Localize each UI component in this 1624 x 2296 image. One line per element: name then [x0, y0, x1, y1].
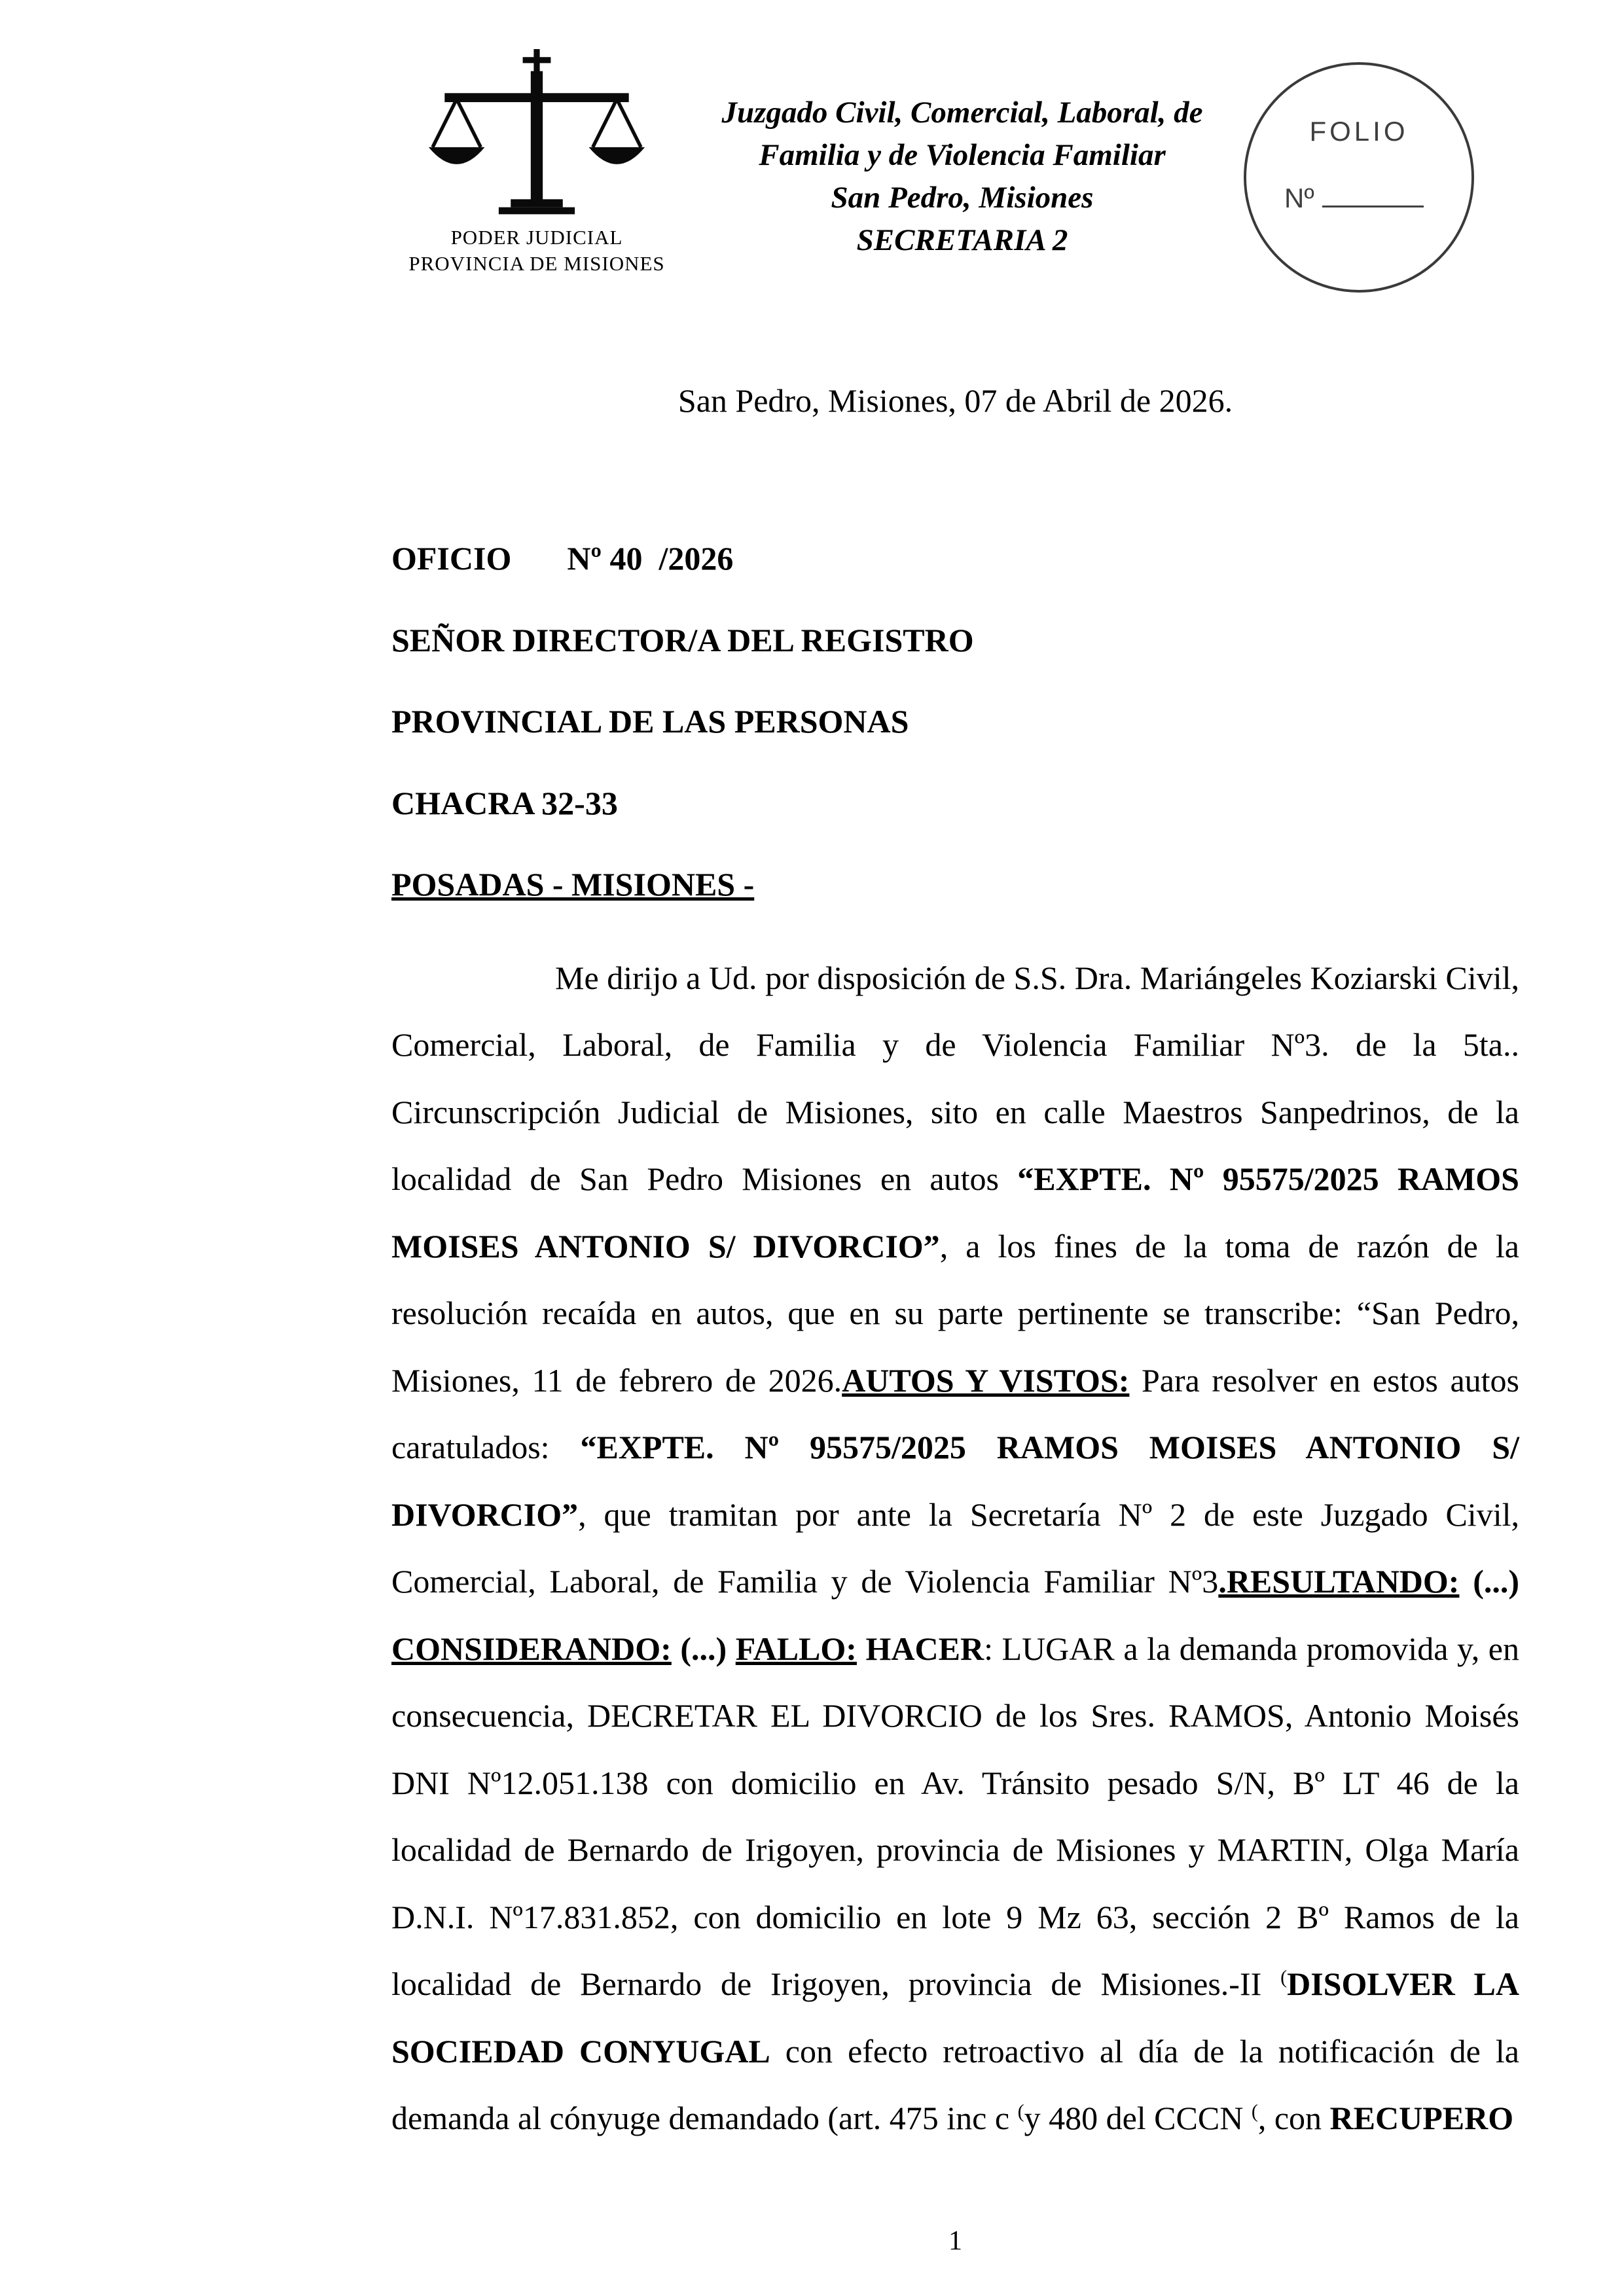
recipient-line-director: SEÑOR DIRECTOR/A DEL REGISTRO	[391, 621, 974, 658]
document-body	[391, 525, 1519, 2152]
court-title-line3: San Pedro, Misiones	[831, 180, 1094, 215]
folio-number-blank	[1322, 184, 1424, 207]
logo-caption-line2: PROVINCIA DE MISIONES	[408, 252, 665, 276]
recipient-line-registry: PROVINCIAL DE LAS PERSONAS	[391, 703, 909, 740]
oficio-label: OFICIO	[391, 540, 512, 577]
scales-of-justice-icon	[412, 49, 661, 219]
folio-number-line	[1284, 183, 1424, 214]
oficio-line	[391, 525, 1519, 592]
court-title-line1: Juzgado Civil, Comercial, Laboral, de	[721, 96, 1203, 130]
dateline: San Pedro, Misiones, 07 de Abril de 2026.	[677, 382, 1233, 419]
logo-caption-line1: PODER JUDICIAL	[450, 226, 623, 249]
court-title-line4: SECRETARIA 2	[856, 223, 1068, 257]
folio-stamp	[1244, 62, 1474, 293]
page-number: 1	[948, 2226, 962, 2256]
recipient-line-address: CHACRA 32-33	[391, 784, 618, 821]
poder-judicial-logo	[393, 49, 681, 278]
folio-label: FOLIO	[1309, 116, 1409, 147]
court-title-line2: Familia y de Violencia Familiar	[759, 137, 1166, 172]
recipient-line-city: POSADAS - MISIONES -	[391, 866, 755, 903]
court-title	[704, 92, 1221, 261]
folio-number-label: Nº	[1284, 183, 1314, 213]
oficio-number: Nº 40 /2026	[567, 540, 734, 577]
logo-caption	[393, 224, 681, 278]
recipient-block	[391, 525, 1519, 918]
body-paragraph: Me dirijo a Ud. por disposición de S.S. Dra. Mariángeles Koziarski Civil, Comercial, Laboral, de Familia y de Violencia Familiar Nº3. de la 5ta.. Circunscripción Judicial de Misiones, sito en calle Maestros Sanpedrinos, de la localidad de San Pedro Misiones en autos “EXPTE. Nº 95575/2025 RAMOS MOISES ANTONIO S/ DIVORCIO”, a los fines de la toma de razón de la resolución recaída en autos, que en su parte pertinente se transcribe: “San Pedro, Misiones, 11 de febrero de 2026.AUTOS Y VISTOS: Para resolver en estos autos caratulados: “EXPTE. Nº 95575/2025 RAMOS MOISES ANTONIO S/ DIVORCIO”, que tramitan por ante la Secretaría Nº 2 de este Juzgado Civil, Comercial, Laboral, de Familia y de Violencia Familiar Nº3.RESULTANDO: (...) CONSIDERANDO: (...) FALLO: HACER: LUGAR a la demanda promovida y, en consecuencia, DECRETAR EL DIVORCIO de los Sres. RAMOS, Antonio Moisés DNI Nº12.051.138 con domicilio en Av. Tránsito pesado S/N, Bº LT 46 de la localidad de Bernardo de Irigoyen, provincia de Misiones y MARTIN, Olga María D.N.I. Nº17.831.852, con domicilio en lote 9 Mz 63, sección 2 Bº Ramos de la localidad de Bernardo de Irigoyen, provincia de Misiones.-II (DISOLVER LA SOCIEDAD CONYUGAL con efecto retroactivo al día de la notificación de la demanda al cónyuge demandado (art. 475 inc c (y 480 del CCCN (, con RECUPERO	[391, 959, 1519, 2136]
